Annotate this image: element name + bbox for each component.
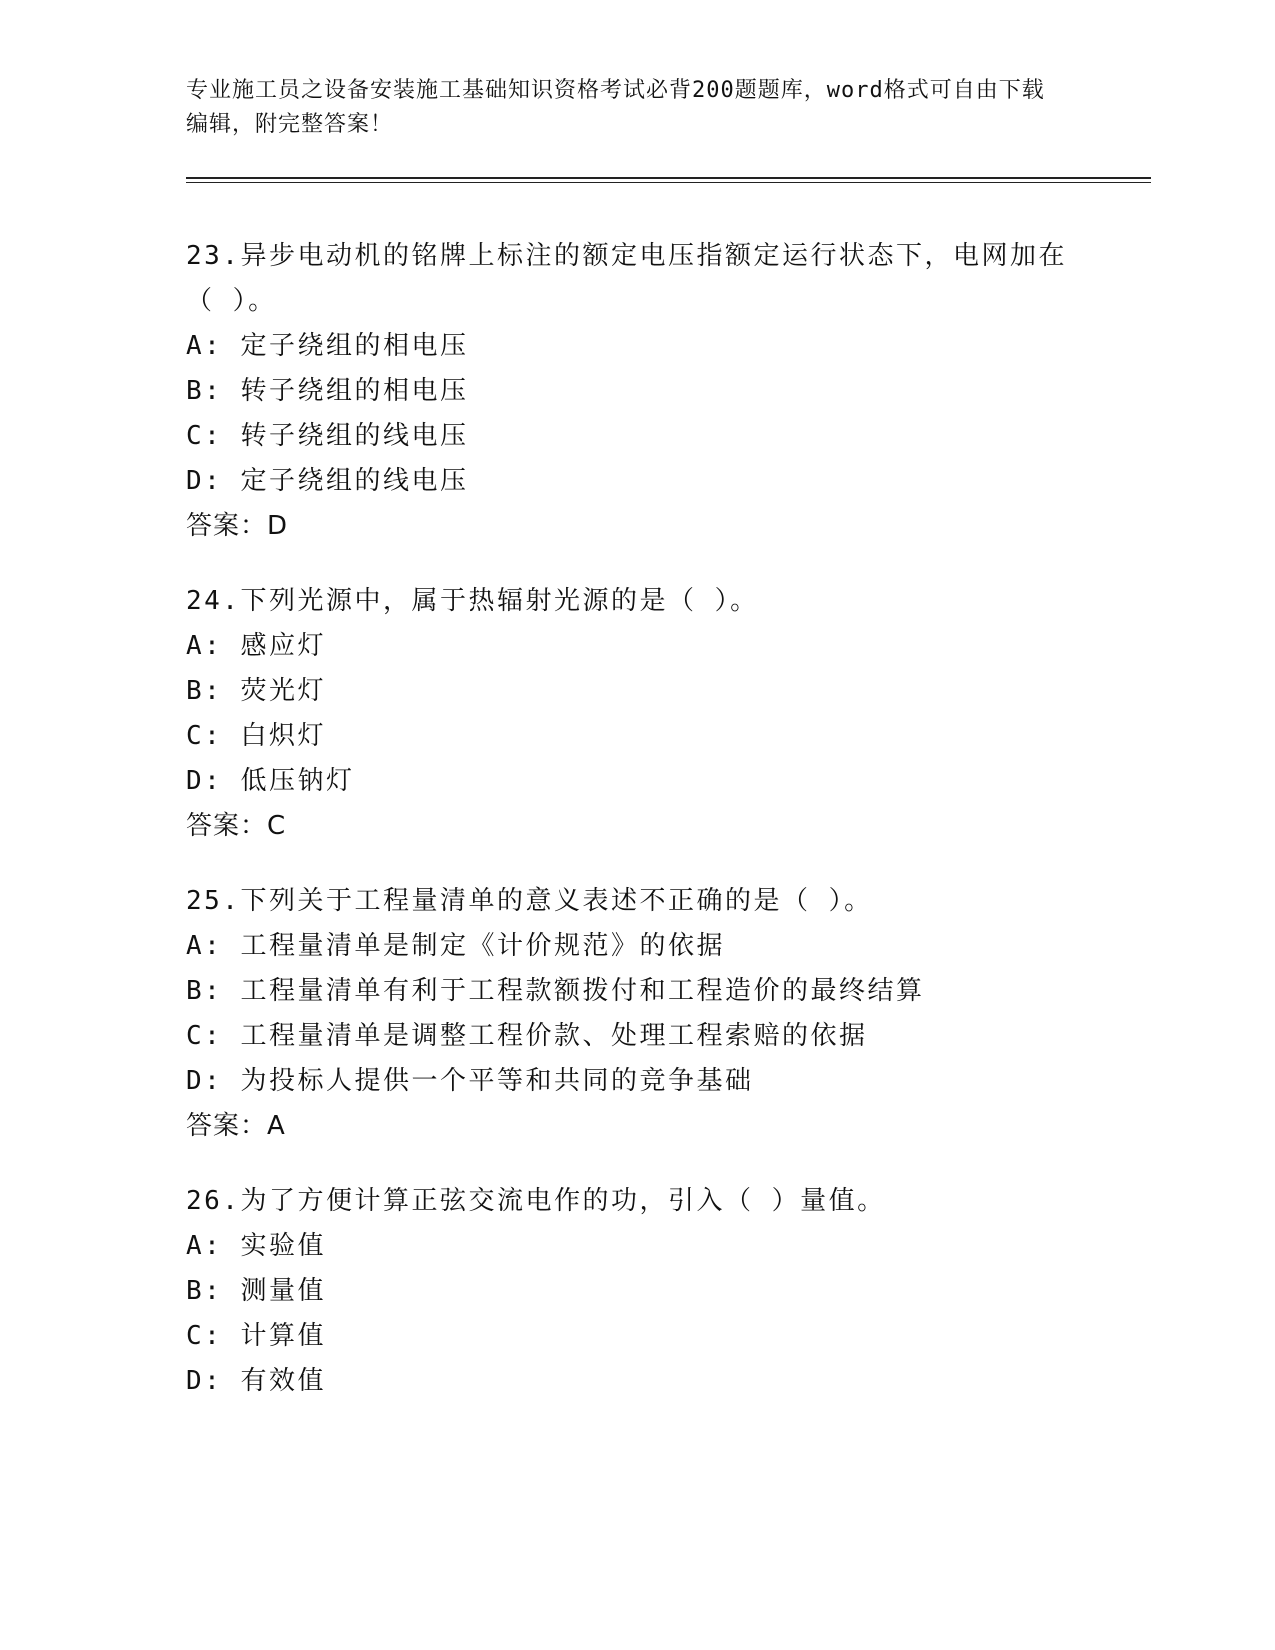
option-c: C: 白炽灯 <box>186 721 326 751</box>
document-header: 专业施工员之设备安装施工基础知识资格考试必背200题题库，word格式可自由下载编辑，附完整答案！ <box>186 78 1045 137</box>
option-d: D: 低压钠灯 <box>186 766 355 796</box>
option-a: A: 定子绕组的相电压 <box>186 331 469 361</box>
option-d: D: 定子绕组的线电压 <box>186 466 469 496</box>
question-list <box>186 234 1086 1434</box>
answer-line: 答案：C <box>186 811 287 841</box>
option-d: D: 有效值 <box>186 1366 326 1396</box>
question-stem: 23.异步电动机的铭牌上标注的额定电压指额定运行状态下，电网加在（ ）。 <box>186 241 1067 316</box>
option-b: B: 测量值 <box>186 1276 326 1306</box>
question-stem: 24.下列光源中，属于热辐射光源的是（ ）。 <box>186 586 759 616</box>
question-stem: 26.为了方便计算正弦交流电作的功，引入（ ）量值。 <box>186 1186 886 1216</box>
option-b: B: 转子绕组的相电压 <box>186 376 469 406</box>
option-b: B: 荧光灯 <box>186 676 326 706</box>
option-a: A: 实验值 <box>186 1231 326 1261</box>
question-24 <box>186 579 1086 849</box>
answer-line: 答案：A <box>186 1111 286 1141</box>
option-a: A: 感应灯 <box>186 631 326 661</box>
question-stem: 25.下列关于工程量清单的意义表述不正确的是（ ）。 <box>186 886 873 916</box>
question-26 <box>186 1179 1086 1404</box>
question-23 <box>186 234 1086 549</box>
option-d: D: 为投标人提供一个平等和共同的竞争基础 <box>186 1066 754 1096</box>
option-c: C: 工程量清单是调整工程价款、处理工程索赔的依据 <box>186 1021 868 1051</box>
answer-line: 答案：D <box>186 511 289 541</box>
header-divider <box>186 177 1151 179</box>
option-a: A: 工程量清单是制定《计价规范》的依据 <box>186 931 725 961</box>
header-divider-thin <box>186 182 1151 183</box>
option-c: C: 转子绕组的线电压 <box>186 421 469 451</box>
option-c: C: 计算值 <box>186 1321 326 1351</box>
question-25 <box>186 879 1086 1149</box>
option-b: B: 工程量清单有利于工程款额拨付和工程造价的最终结算 <box>186 976 925 1006</box>
